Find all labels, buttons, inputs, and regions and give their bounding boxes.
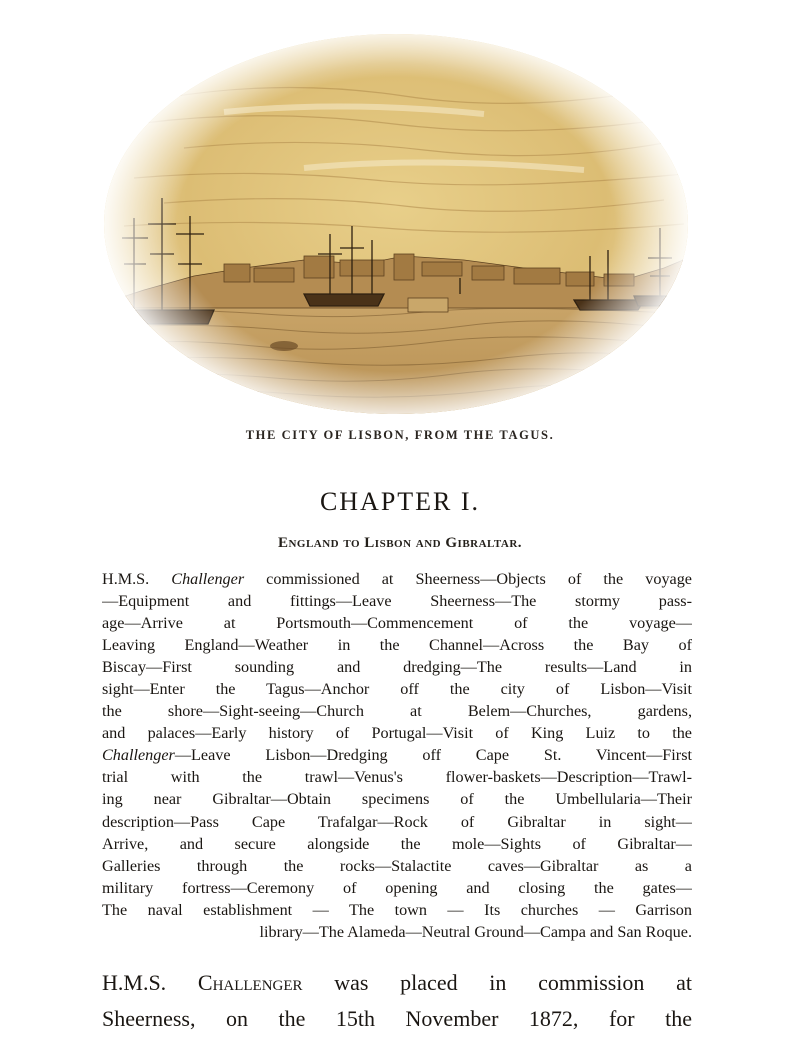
- synopsis-line: The naval establishment — The town — Its churches — Garrison: [102, 900, 692, 919]
- synopsis-line: Arrive, and secure alongside the mole—Sights of Gibraltar—: [102, 834, 692, 853]
- synopsis-line: library—The Alameda—Neutral Ground—Campa and San Roque.: [259, 922, 692, 941]
- chapter-synopsis: [102, 568, 692, 943]
- body-paragraph: [102, 965, 692, 1037]
- synopsis-line: Biscay—First sounding and dredging—The results—Land in: [102, 658, 692, 677]
- synopsis-line: Galleries through the rocks—Stalactite caves—Gibraltar as a: [102, 856, 692, 875]
- synopsis-line: ing near Gibraltar—Obtain specimens of the Umbellularia—Their: [102, 790, 692, 809]
- ship-name: Challenger: [171, 570, 245, 588]
- body-line: Sheerness, on the 15th November 1872, for the: [102, 1006, 692, 1031]
- synopsis-line: Leaving England—Weather in the Channel—Across the Bay of: [102, 636, 692, 655]
- chapter-title: CHAPTER I.: [319, 487, 481, 516]
- chapter-subtitle: England to Lisbon and Gibraltar.: [277, 535, 523, 551]
- ship-name: Challenger: [102, 746, 175, 765]
- synopsis-line: H.M.S. Challenger commissioned at Sheerness—Objects of the voyage: [102, 570, 692, 588]
- synopsis-line: trial with the trawl—Venus's flower-baskets—Description—Trawl-: [102, 768, 692, 787]
- ship-name: Challenger: [197, 970, 303, 995]
- synopsis-line: Challenger—Leave Lisbon—Dredging off Cape St. Vincent—First: [102, 746, 692, 765]
- synopsis-line: age—Arrive at Portsmouth—Commencement of the voyage—: [102, 614, 692, 633]
- synopsis-line: and palaces—Early history of Portugal—Visit of King Luiz to the: [102, 724, 692, 743]
- synopsis-line: sight—Enter the Tagus—Anchor off the city of Lisbon—Visit: [102, 680, 692, 699]
- lisbon-harbour-engraving: [104, 28, 688, 420]
- synopsis-line: —Equipment and fittings—Leave Sheerness—The stormy pass-: [102, 592, 692, 611]
- synopsis-line: military fortress—Ceremony of opening and closing the gates—: [102, 878, 692, 897]
- illustration-caption: THE CITY OF LISBON, FROM THE TAGUS.: [245, 428, 555, 442]
- body-line: H.M.S. Challenger was placed in commission at: [102, 970, 692, 995]
- synopsis-line: the shore—Sight-seeing—Church at Belem—Churches, gardens,: [102, 702, 692, 721]
- synopsis-line: description—Pass Cape Trafalgar—Rock of Gibraltar in sight—: [102, 812, 692, 831]
